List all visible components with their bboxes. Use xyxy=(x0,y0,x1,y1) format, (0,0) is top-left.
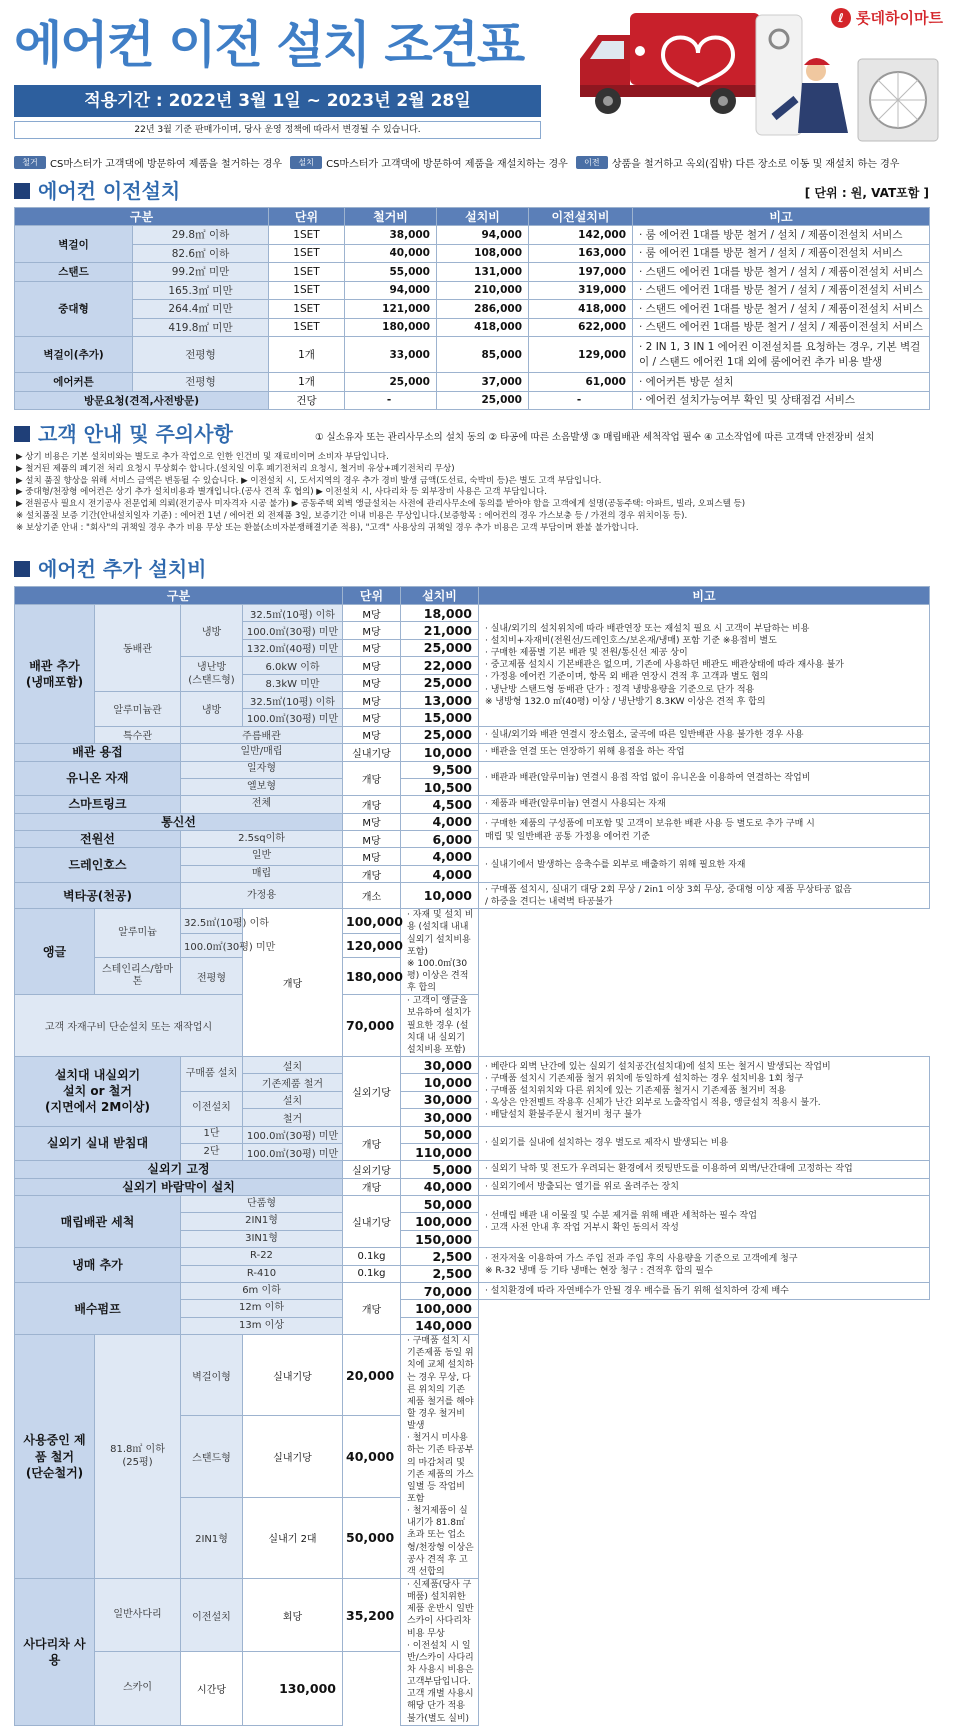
def-tag-2: 설치 xyxy=(290,156,322,169)
price-cell: 6,000 xyxy=(401,831,479,848)
brand-name: 롯데하이마트 xyxy=(856,9,943,27)
table-row xyxy=(15,281,930,300)
unit-cell: 회당 xyxy=(243,1579,343,1652)
relocation-fee: 61,000 xyxy=(529,373,633,392)
unit-cell: 건당 xyxy=(269,391,345,410)
spec-cell: 엘보형 xyxy=(181,778,343,795)
price-cell: 70,000 xyxy=(343,995,401,1057)
remark-cell: · 배관과 배관(알루미늄) 연결시 용접 작업 없이 유니온을 이용하여 연결하는 작업비 xyxy=(479,761,930,796)
remark-cell: · 구매한 제품의 구성품에 미포함 및 고객이 보유한 배관 사용 등 별도로 추가 구매 시 매립 및 일반배관 공통 가정용 에어컨 기준 xyxy=(479,813,930,848)
price-cell: 150,000 xyxy=(401,1230,479,1247)
caution-line: ▶ 철거된 제품의 폐기전 처리 요청시 무상회수 합니다.(설치일 이후 폐기전처리 요청시, 철거비 유상+폐기전처리 무상) xyxy=(16,463,455,474)
def-text-2: CS마스터가 고객댁에 방문하여 제품을 재설치하는 경우 xyxy=(326,158,568,170)
size-cell: 82.6㎡ 이하 xyxy=(133,244,269,263)
mode-cell: 냉방 xyxy=(181,605,243,657)
install-fee: 418,000 xyxy=(437,318,529,337)
section-bullet-icon xyxy=(14,426,30,442)
removal-fee: 180,000 xyxy=(345,318,437,337)
price-cell: 10,000 xyxy=(401,883,479,909)
table-row xyxy=(15,995,930,1057)
unit-cell: M당 xyxy=(343,831,401,848)
table-row xyxy=(15,263,930,282)
remark-cell: · 신제품(당사 구매품) 설치위한 제품 운반시 일반스카이 사다리차 비용 무상 · 이전설치 시 일반/스카이 사다리차 사용시 비용은 고객부담입니다. 고객 개별 사용시 해당 단가 적용 불가(별도 실비) xyxy=(401,1579,479,1726)
remark-cell: · 스탠드 에어컨 1대를 방문 철거 / 설치 / 제품이전설치 서비스 xyxy=(633,263,930,282)
spec-cell: 전체 xyxy=(181,796,343,813)
category-cell: 유니온 자재 xyxy=(15,761,181,796)
size-cell: 419.8㎡ 미만 xyxy=(133,318,269,337)
def-tag-3: 이전 xyxy=(576,156,608,169)
def-tag-1: 철거 xyxy=(14,156,46,169)
removal-fee: 25,000 xyxy=(345,373,437,392)
category-cell: 통신선 xyxy=(15,813,343,830)
price-cell: 4,000 xyxy=(401,848,479,865)
unit-cell: M당 xyxy=(343,605,401,622)
removal-fee: 94,000 xyxy=(345,281,437,300)
price-cell: 25,000 xyxy=(401,726,479,743)
detail-cell: 설치 xyxy=(243,1091,343,1108)
col-header: 단위 xyxy=(269,208,345,226)
remark-cell: · 고객이 앵글을 보유하여 설치가 필요한 경우 (설치대 내 실외기 설치비용 포함) xyxy=(401,995,479,1057)
category-cell: 매립배관 세척 xyxy=(15,1196,181,1248)
unit-cell: M당 xyxy=(343,639,401,656)
price-cell: 110,000 xyxy=(401,1143,479,1160)
remark-cell: · 구매품 설치 시 기존제품 동일 위치에 교체 설치하는 경우 무상, 다른 위치의 기존 제품 철거를 해야할 경우 철거비 발생 · 철거시 미사용하는 기존 타공부의 마감처리 및 기존 제품의 가스 일별 등 작업비 포함 · 철거제품이 실내기가 81.8㎡ 초과 또는 업소형/천장형 이상은 공사 견적 후 고객 선합의 xyxy=(401,1335,479,1579)
spec-cell: 13m 이상 xyxy=(181,1317,343,1334)
table-row xyxy=(15,761,930,778)
size-cell: 165.3㎡ 미만 xyxy=(133,281,269,300)
table-row xyxy=(15,300,930,319)
unit-cell: 실외기당 xyxy=(343,1056,401,1126)
spec-cell: 32.5㎡(10평) 이하 xyxy=(243,691,343,708)
page-title: 에어컨 이전 설치 조견표 xyxy=(14,16,524,74)
detail-cell: 고객 자재구비 단순설치 또는 재작업시 xyxy=(15,995,243,1057)
def-text-1: CS마스터가 고객댁에 방문하여 제품을 철거하는 경우 xyxy=(50,158,283,170)
spec-cell: 8.3kW 미만 xyxy=(243,674,343,691)
spec-cell: 스카이 xyxy=(95,1652,181,1725)
price-cell: 30,000 xyxy=(401,1109,479,1126)
detail-cell: 설치 xyxy=(243,1056,343,1073)
table-row xyxy=(15,883,930,909)
spec-cell: 일반사다리 xyxy=(95,1579,181,1652)
spec-cell: 132.0㎡(40평) 미만 xyxy=(243,639,343,656)
remark-cell: · 실외기 낙하 및 전도가 우려되는 환경에서 컷팅반도를 이용하여 외벽/난간대에 고정하는 작업 xyxy=(479,1161,930,1178)
unit-cell: 개당 xyxy=(343,865,401,882)
category-cell: 사다리차 사용 xyxy=(15,1579,95,1726)
remark-cell: · 베란다 외벽 난간에 있는 실외기 설치공간(설치대)에 설치 또는 철거시 발생되는 작업비 · 구매품 설치시 기존제품 철거 위치에 동일하게 설치하는 경우 설치비용 1회 청구 · 구매품 설치위치와 다른 위치에 있는 기존제품 철거시 기존제품 철거비 적용 · 옥상은 안전벨트 작용후 신체가 난간 외부로 노출작업시 적용, 앵글설치 적용시 불가. · 배달설치 환불주문시 철거비 청구 불가 xyxy=(479,1056,930,1126)
spec-cell: 2IN1형 xyxy=(181,1213,343,1230)
category-cell: 스마트링크 xyxy=(15,796,181,813)
unit-cell: M당 xyxy=(343,726,401,743)
unit-cell: 1SET xyxy=(269,244,345,263)
price-notice: 22년 3월 기준 판매가이며, 당사 운영 정책에 따라서 변경될 수 있습니다. xyxy=(14,121,541,139)
remark-cell: · 스탠드 에어컨 1대를 방문 철거 / 설치 / 제품이전설치 서비스 xyxy=(633,300,930,319)
unit-cell: 개소 xyxy=(343,883,401,909)
period-banner: 적용기간 : 2022년 3월 1일 ~ 2023년 2월 28일 xyxy=(14,85,541,117)
mode-cell: 냉난방 (스탠드형) xyxy=(181,657,243,692)
category-cell: 벽타공(천공) xyxy=(15,883,181,909)
category-cell: 실외기 고정 xyxy=(15,1161,343,1178)
definition-legend xyxy=(14,155,940,169)
spec-cell: 일자형 xyxy=(181,761,343,778)
install-fee: 131,000 xyxy=(437,263,529,282)
price-cell: 10,000 xyxy=(401,744,479,761)
table-row xyxy=(15,848,930,865)
remark-cell: · 룸 에어컨 1대를 방문 철거 / 설치 / 제품이전설치 서비스 xyxy=(633,226,930,245)
category-cell: 에어커튼 xyxy=(15,373,133,392)
removal-fee: 55,000 xyxy=(345,263,437,282)
unit-cell: M당 xyxy=(343,674,401,691)
unit-cell: M당 xyxy=(343,622,401,639)
relocation-fee: 197,000 xyxy=(529,263,633,282)
remark-cell: · 실내/외기와 배관 연결시 장소협소, 굴곡에 따른 일반배관 사용 불가한 경우 사용 xyxy=(479,726,930,743)
additional-fee-table xyxy=(14,586,930,1726)
table-row xyxy=(15,1283,930,1300)
category-cell: 설치대 내실외기 설치 or 철거 (지면에서 2M이상) xyxy=(15,1056,181,1126)
spec-cell: 2.5sq이하 xyxy=(181,831,343,848)
spec-cell: 2단 xyxy=(181,1143,243,1160)
relocation-fee: - xyxy=(529,391,633,410)
category-cell: 실외기 실내 받침대 xyxy=(15,1126,181,1161)
caution-line: ▶ 상기 비용은 기본 설치비와는 별도로 추가 작업으로 인한 인건비 및 재료비이며 소비자 부담입니다. xyxy=(16,452,389,462)
section1-title-text: 에어컨 이전설치 xyxy=(38,179,181,203)
price-cell: 70,000 xyxy=(401,1283,479,1300)
removal-fee: - xyxy=(345,391,437,410)
price-cell: 4,000 xyxy=(401,865,479,882)
install-fee: 108,000 xyxy=(437,244,529,263)
unit-cell: 1개 xyxy=(269,373,345,392)
col-header: 비고 xyxy=(479,587,930,605)
price-cell: 35,200 xyxy=(343,1579,401,1652)
unit-cell: 개당 xyxy=(243,909,343,1057)
pipe-type-cell: 특수관 xyxy=(95,726,181,743)
spec-cell: 3IN1형 xyxy=(181,1230,343,1247)
col-header: 구분 xyxy=(15,587,343,605)
removal-fee: 121,000 xyxy=(345,300,437,319)
pipe-type-cell: 알루미늄관 xyxy=(95,691,181,726)
section2-title xyxy=(14,421,233,447)
table-row xyxy=(15,1579,930,1652)
unit-cell: 1SET xyxy=(269,263,345,282)
size-cell: 전평형 xyxy=(133,373,269,392)
caution-list xyxy=(16,452,940,535)
price-cell: 30,000 xyxy=(401,1091,479,1108)
install-fee: 94,000 xyxy=(437,226,529,245)
table-row xyxy=(15,605,930,622)
price-cell: 5,000 xyxy=(401,1161,479,1178)
remark-cell: · 자재 및 설치 비용 (설치대 내내 실외기 설치비용 포함) ※ 100.0㎡(30평) 이상은 견적 후 합의 xyxy=(401,909,479,995)
spec-cell: 100.0㎡(30평) 미만 xyxy=(243,709,343,726)
price-cell: 120,000 xyxy=(343,933,401,958)
install-fee: 25,000 xyxy=(437,391,529,410)
pipe-type-cell: 동배관 xyxy=(95,605,181,692)
unit-cell: 1SET xyxy=(269,226,345,245)
removal-fee: 33,000 xyxy=(345,337,437,373)
price-cell: 100,000 xyxy=(401,1213,479,1230)
price-cell: 10,000 xyxy=(401,1074,479,1091)
unit-cell: 실내기당 xyxy=(343,1196,401,1248)
section3-title xyxy=(14,556,207,582)
spec-cell: 100.0㎡(30평) 미만 xyxy=(243,622,343,639)
unit-cell: M당 xyxy=(343,709,401,726)
remark-cell: · 에어커튼 방문 설치 xyxy=(633,373,930,392)
unit-cell: 1SET xyxy=(269,281,345,300)
table-row xyxy=(15,1056,930,1073)
install-fee: 85,000 xyxy=(437,337,529,373)
remark-cell: · 스탠드 에어컨 1대를 방문 철거 / 설치 / 제품이전설치 서비스 xyxy=(633,318,930,337)
col-header: 비고 xyxy=(633,208,930,226)
table-row xyxy=(15,1196,930,1213)
unit-cell: 1개 xyxy=(269,337,345,373)
spec-cell: 주름배관 xyxy=(181,726,343,743)
section-bullet-icon xyxy=(14,183,30,199)
remark-cell: · 스탠드 에어컨 1대를 방문 철거 / 설치 / 제품이전설치 서비스 xyxy=(633,281,930,300)
category-cell: 사용중인 제품 철거 (단순철거) xyxy=(15,1335,95,1579)
unit-cell: M당 xyxy=(343,813,401,830)
size-cell: 29.8㎡ 이하 xyxy=(133,226,269,245)
price-cell: 18,000 xyxy=(401,605,479,622)
price-cell: 50,000 xyxy=(401,1196,479,1213)
removal-fee: 40,000 xyxy=(345,244,437,263)
category-cell: 전원선 xyxy=(15,831,181,848)
price-cell: 21,000 xyxy=(401,622,479,639)
detail-cell: 이전설치 xyxy=(181,1579,243,1652)
unit-cell: 개당 xyxy=(343,1283,401,1335)
relocation-fee: 129,000 xyxy=(529,337,633,373)
unit-cell: 실내기 2대 xyxy=(243,1497,343,1578)
spec-cell: 단품형 xyxy=(181,1196,343,1213)
category-cell: 실외기 바람막이 설치 xyxy=(15,1178,343,1195)
detail-cell: 스탠드형 xyxy=(181,1416,243,1497)
spec-cell: 6.0kW 이하 xyxy=(243,657,343,674)
remark-cell: · 2 IN 1, 3 IN 1 에어컨 이전설치를 요청하는 경우, 기본 벽걸이 / 스탠드 에어컨 1대 외에 룸에어컨 추가 비용 발생 xyxy=(633,337,930,373)
unit-cell: 실내기당 xyxy=(243,1335,343,1416)
price-cell: 22,000 xyxy=(401,657,479,674)
install-fee: 37,000 xyxy=(437,373,529,392)
relocation-fee: 418,000 xyxy=(529,300,633,319)
detail-cell: 100.0㎡(30평) 미만 xyxy=(181,933,243,958)
price-cell: 50,000 xyxy=(401,1126,479,1143)
price-cell: 30,000 xyxy=(401,1056,479,1073)
spec-cell: 12m 이하 xyxy=(181,1300,343,1317)
unit-cell: 0.1kg xyxy=(343,1265,401,1282)
install-fee: 210,000 xyxy=(437,281,529,300)
spec-cell: 스테인리스/함마톤 xyxy=(95,958,181,995)
remark-cell: · 실외기에서 방출되는 열기를 위로 올려주는 장치 xyxy=(479,1178,930,1195)
remark-cell: · 배관을 연결 또는 연장하기 위해 용접을 하는 작업 xyxy=(479,744,930,761)
truck-technician-illustration xyxy=(548,13,940,145)
price-cell: 2,500 xyxy=(401,1248,479,1265)
remark-cell: · 실외기를 실내에 설치하는 경우 별도로 제작시 발생되는 비용 xyxy=(479,1126,930,1161)
unit-cell: M당 xyxy=(343,691,401,708)
price-cell: 2,500 xyxy=(401,1265,479,1282)
spec-cell: 6m 이하 xyxy=(181,1283,343,1300)
unit-cell: 실외기당 xyxy=(343,1161,401,1178)
remark-cell: · 룸 에어컨 1대를 방문 철거 / 설치 / 제품이전설치 서비스 xyxy=(633,244,930,263)
price-cell: 50,000 xyxy=(343,1497,401,1578)
category-cell: 배관 추가 (냉매포함) xyxy=(15,605,95,744)
price-cell: 40,000 xyxy=(401,1178,479,1195)
detail-cell: 벽걸이형 xyxy=(181,1335,243,1416)
spec-cell: 81.8㎡ 이하 (25평) xyxy=(95,1335,181,1579)
table-row xyxy=(15,337,930,373)
remark-cell: · 구매품 설치시, 실내기 대당 2회 무상 / 2in1 이상 3회 무상, 중대형 이상 제품 무상타공 없음 / 하중을 견디는 내력벽 타공불가 xyxy=(479,883,930,909)
spec-cell: 알루미늄 xyxy=(95,909,181,958)
price-cell: 25,000 xyxy=(401,674,479,691)
remark-cell: · 설치환경에 따라 자연배수가 안될 경우 배수를 돕기 위해 설치하여 강제 배수 xyxy=(479,1283,930,1300)
unit-cell: 개당 xyxy=(343,761,401,796)
price-cell: 40,000 xyxy=(343,1416,401,1497)
caution-line: ▶ 중대형/천장형 에어컨은 상기 추가 설치비용과 별개입니다.(공사 견적 후 협의) ▶ 이전설치 시, 사다리차 등 외부장비 사용은 고객 부담입니다. xyxy=(16,487,547,498)
col-header: 단위 xyxy=(343,587,401,605)
col-header: 이전설치비 xyxy=(529,208,633,226)
detail-cell: 기존제품 철거 xyxy=(243,1074,343,1091)
size-cell: 264.4㎡ 미만 xyxy=(133,300,269,319)
table-row xyxy=(15,318,930,337)
price-cell: 10,500 xyxy=(401,778,479,795)
relocation-fee: 622,000 xyxy=(529,318,633,337)
price-cell: 180,000 xyxy=(343,958,401,995)
spec-cell: 이전설치 xyxy=(181,1091,243,1126)
category-cell: 드레인호스 xyxy=(15,848,181,883)
caution-line: ▶ 전원공사 필요시 전기공사 전문업체 의뢰(전기공사 미자격자 시공 불가) ▶ 공동주택 외벽 앵글설치는 사전에 관리사무소에 동의를 받아야 함을 고객에게 설명(공동주택: 아파트, 빌라, 오피스텔 등) xyxy=(16,499,746,510)
table-row xyxy=(15,391,930,410)
category-cell: 배관 용접 xyxy=(15,744,181,761)
detail-cell: 철거 xyxy=(243,1109,343,1126)
price-cell: 20,000 xyxy=(343,1335,401,1416)
table-row xyxy=(15,796,930,813)
table-row xyxy=(15,244,930,263)
remark-cell: · 전자저울 이용하여 가스 주입 전과 주입 후의 사용량을 기준으로 고객에게 청구 ※ R-32 냉매 등 기타 냉매는 현장 청구 : 견적후 합의 필수 xyxy=(479,1248,930,1283)
unit-cell: M당 xyxy=(343,848,401,865)
price-cell: 4,500 xyxy=(401,796,479,813)
spec-cell: 일반 xyxy=(181,848,343,865)
unit-cell: 시간당 xyxy=(181,1652,243,1725)
delivery-truck-icon xyxy=(580,13,760,114)
relocation-fee: 319,000 xyxy=(529,281,633,300)
section1-title xyxy=(14,178,180,204)
table-row xyxy=(15,226,930,245)
spec-cell: R-410 xyxy=(181,1265,343,1282)
col-header: 구분 xyxy=(15,208,269,226)
unit-cell: M당 xyxy=(343,657,401,674)
spec-cell: 매립 xyxy=(181,865,343,882)
detail-cell: 전평형 xyxy=(181,958,243,995)
unit-cell: 개당 xyxy=(343,796,401,813)
unit-cell: 1SET xyxy=(269,318,345,337)
table-row xyxy=(15,1161,930,1178)
detail-cell: 2IN1형 xyxy=(181,1497,243,1578)
category-cell: 스탠드 xyxy=(15,263,133,282)
price-cell: 15,000 xyxy=(401,709,479,726)
category-cell: 냉매 추가 xyxy=(15,1248,181,1283)
table-row xyxy=(15,744,930,761)
remark-cell: · 선매립 배관 내 이물질 및 수분 제거를 위해 배관 세척하는 필수 작업 · 고객 사전 안내 후 작업 거부시 확인 동의서 작성 xyxy=(479,1196,930,1248)
table-row xyxy=(15,726,930,743)
price-cell: 100,000 xyxy=(343,909,401,934)
table-row xyxy=(15,373,930,392)
spec-cell: R-22 xyxy=(181,1248,343,1265)
caution-line: ※ 보상기준 안내 : "회사"의 귀책일 경우 추가 비용 무상 또는 환불(소비자분쟁해결기준 적용), "고객" 사용상의 귀책일 경우 추가 비용은 고객 부담이며 환불 불가합니다. xyxy=(16,522,639,533)
spec-cell: 구매품 설치 xyxy=(181,1056,243,1091)
outdoor-unit-icon xyxy=(858,59,938,141)
spec-cell: 32.5㎡(10평) 이하 xyxy=(243,605,343,622)
unit-cell: 개당 xyxy=(343,1178,401,1195)
size-cell: 99.2㎡ 미만 xyxy=(133,263,269,282)
def-text-3: 상품을 철거하고 옥외(집밖) 다른 장소로 이동 및 재설치 하는 경우 xyxy=(611,158,900,170)
category-cell: 배수펌프 xyxy=(15,1283,181,1335)
spec-cell: 가정용 xyxy=(181,883,343,909)
unit-cell: 실내기당 xyxy=(243,1416,343,1497)
size-cell: 전평형 xyxy=(133,337,269,373)
price-cell: 25,000 xyxy=(401,639,479,656)
mode-cell: 냉방 xyxy=(181,691,243,726)
remark-cell: · 에어컨 설치가능여부 확인 및 상태점검 서비스 xyxy=(633,391,930,410)
price-cell: 140,000 xyxy=(401,1317,479,1334)
price-cell: 100,000 xyxy=(401,1300,479,1317)
col-header: 철거비 xyxy=(345,208,437,226)
section-bullet-icon xyxy=(14,561,30,577)
caution-line: ▶ 설치 품질 향상을 위해 서비스 금액은 변동될 수 있습니다. ▶ 이전설치 시, 도서지역의 경우 추가 경비 발생 금액(도선료, 숙박비 등)은 별도 고객 부담입니다. xyxy=(16,475,602,486)
category-cell: 방문요청(견적,사전방문) xyxy=(15,391,269,410)
detail-cell: 100.0㎡(30평) 미만 xyxy=(243,1126,343,1143)
category-cell: 벽걸이(추가) xyxy=(15,337,133,373)
brand-logo-icon: ℓ xyxy=(831,8,851,28)
remark-cell: · 제품과 배관(알루미늄) 연결시 사용되는 자재 xyxy=(479,796,930,813)
unit-cell: 0.1kg xyxy=(343,1248,401,1265)
unit-cell: 1SET xyxy=(269,300,345,319)
relocation-fee: 142,000 xyxy=(529,226,633,245)
spec-cell: 1단 xyxy=(181,1126,243,1143)
caution-points: ① 실소유자 또는 관리사무소의 설치 동의 ② 타공에 따른 소음발생 ③ 매립배관 세척작업 필수 ④ 고소작업에 따른 고객댁 안전장비 설치 xyxy=(315,432,875,443)
detail-cell: 32.5㎡(10평) 이하 xyxy=(181,909,243,934)
category-cell: 벽걸이 xyxy=(15,226,133,263)
removal-fee: 38,000 xyxy=(345,226,437,245)
table-row xyxy=(15,1178,930,1195)
category-cell: 앵글 xyxy=(15,909,95,995)
section2-title-text: 고객 안내 및 주의사항 xyxy=(38,422,233,446)
caution-line: ※ 설치품질 보증 기간(안내설치일자 기준) : 에어컨 1년 / 에어컨 외 전제품 3일, 보증기간 이내 비용은 무상입니다.(보증항목 : 에어컨의 경우 가스보충 등 / 가전의 경우 위치이동 등). xyxy=(16,510,688,521)
unit-label: [ 단위 : 원, VAT포함 ] xyxy=(804,186,929,200)
unit-cell: 개당 xyxy=(343,1126,401,1161)
table-row xyxy=(15,1126,930,1143)
price-cell: 130,000 xyxy=(243,1652,343,1725)
unit-cell: 실내기당 xyxy=(343,744,401,761)
relocation-price-table xyxy=(14,207,930,410)
col-header: 설치비 xyxy=(437,208,529,226)
table-row xyxy=(15,1335,930,1416)
remark-cell: · 실내기에서 발생하는 응축수를 외부로 배출하기 위해 필요한 자재 xyxy=(479,848,930,883)
price-cell: 4,000 xyxy=(401,813,479,830)
section3-title-text: 에어컨 추가 설치비 xyxy=(38,557,207,581)
price-cell: 13,000 xyxy=(401,691,479,708)
category-cell: 중대형 xyxy=(15,281,133,337)
remark-cell: · 실내/외기의 설치위치에 따라 배관연장 또는 재설치 필요 시 고객이 부담하는 비용 · 설치비+자재비(전원선/드레인호스/보온재/냉매) 포함 기준 ※용접비 별도 · 구매한 제품별 기본 배관 및 전원/통신선 제공 상이 · 중고제품 설치시 기본배관은 없으며, 기존에 사용하던 배관도 배관상태에 따라 재사용 불가 · 가정용 에어컨 기준이며, 항목 외 배관 연장시 견적 후 고객과 별도 협의 · 냉난방 스탠드형 동배관 단가 : 정격 냉방용량을 기준으로 단가 적용 ※ 냉방형 132.0 ㎡(40평) 이상 / 냉난방기 8.3KW 이상은 견적 후 합의 xyxy=(479,605,930,727)
install-fee: 286,000 xyxy=(437,300,529,319)
price-cell: 9,500 xyxy=(401,761,479,778)
table-row xyxy=(15,1248,930,1265)
table-row xyxy=(15,909,930,934)
col-header: 설치비 xyxy=(401,587,479,605)
relocation-fee: 163,000 xyxy=(529,244,633,263)
table-row xyxy=(15,813,930,830)
detail-cell: 100.0㎡(30평) 미만 xyxy=(243,1143,343,1160)
spec-cell: 일반/매립 xyxy=(181,744,343,761)
